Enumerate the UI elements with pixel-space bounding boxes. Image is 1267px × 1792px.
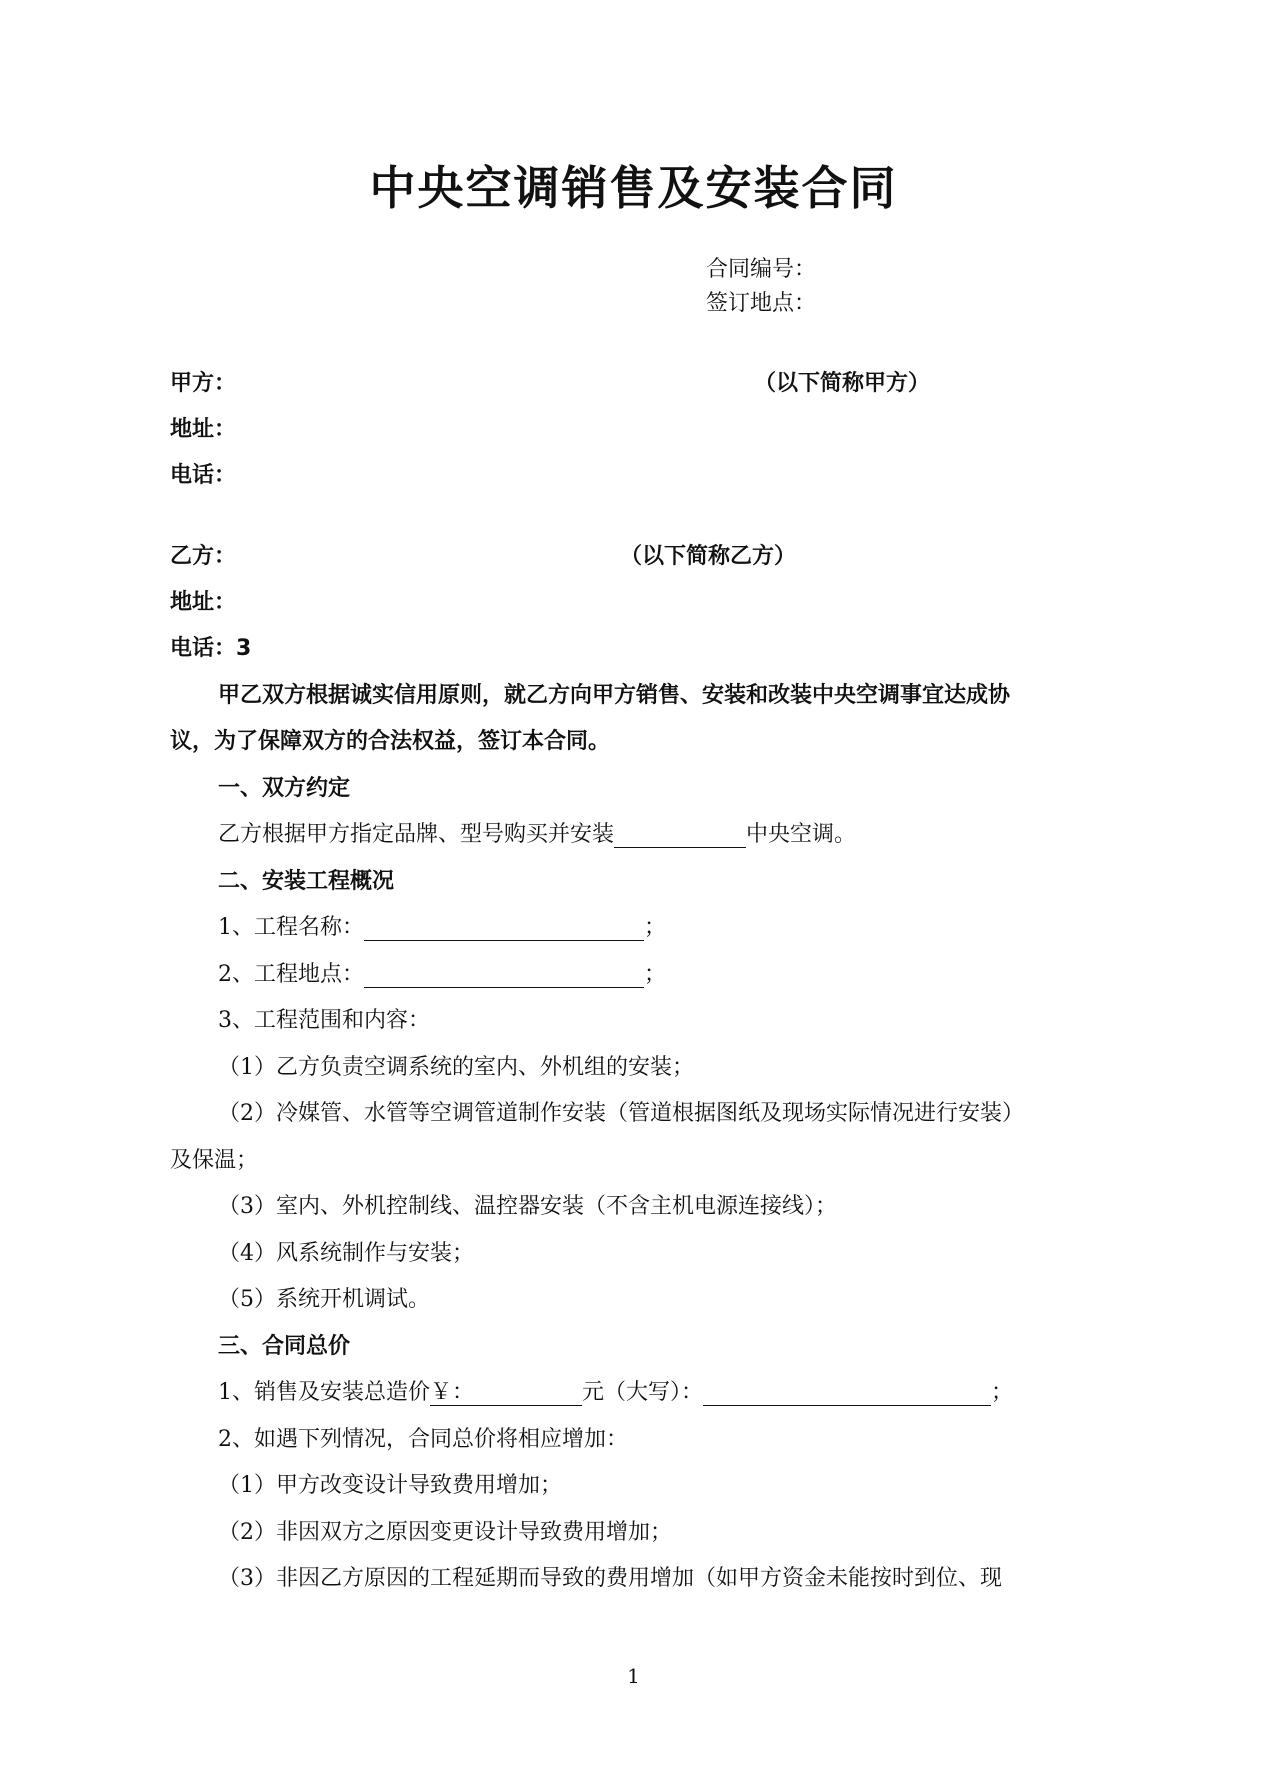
project-location-blank bbox=[364, 963, 644, 988]
currency-symbol: ￥： bbox=[430, 1380, 475, 1405]
signing-place-label: 签订地点： bbox=[706, 291, 817, 316]
contract-number-label: 合同编号： bbox=[706, 257, 817, 282]
section-1-heading: 一、双方约定 bbox=[218, 776, 351, 801]
party-a-phone-label: 电话： bbox=[170, 463, 237, 488]
scope-item-2-line-2: 及保温； bbox=[170, 1148, 259, 1173]
party-b-address-label: 地址： bbox=[170, 590, 237, 615]
section-1-text-before: 乙方根据甲方指定品牌、型号购买并安装 bbox=[218, 822, 615, 847]
price-in-words-label: 元（大写）： bbox=[582, 1380, 704, 1405]
section-1-text bbox=[218, 817, 856, 848]
party-a-label: 甲方： bbox=[170, 371, 237, 396]
section-1-text-after: 中央空调。 bbox=[746, 822, 857, 847]
project-location-end: ； bbox=[644, 962, 667, 987]
party-a-alias: （以下简称甲方） bbox=[754, 371, 931, 396]
price-number-blank bbox=[474, 1381, 582, 1406]
brand-blank bbox=[614, 823, 746, 848]
party-a-address-label: 地址： bbox=[170, 417, 237, 442]
party-b-label: 乙方： bbox=[170, 544, 237, 569]
scope-item-5: （5）系统开机调试。 bbox=[218, 1287, 430, 1312]
project-name-blank bbox=[364, 916, 644, 941]
total-price-label: 1、销售及安装总造价 bbox=[218, 1380, 430, 1405]
price-words-blank bbox=[703, 1381, 991, 1406]
page-number: 1 bbox=[627, 1664, 640, 1688]
intro-line-2: 议，为了保障双方的合法权益，签订本合同。 bbox=[170, 729, 611, 754]
project-scope-label: 3、工程范围和内容： bbox=[218, 1008, 430, 1033]
scope-item-3: （3）室内、外机控制线、温控器安装（不含主机电源连接线）； bbox=[218, 1194, 837, 1219]
intro-line-1: 甲乙双方根据诚实信用原则，就乙方向甲方销售、安装和改装中央空调事宜达成协 bbox=[218, 683, 1011, 708]
section-3-heading: 三、合同总价 bbox=[218, 1334, 351, 1359]
party-b-alias: （以下简称乙方） bbox=[620, 544, 797, 569]
project-name-line bbox=[218, 910, 666, 941]
project-name-end: ； bbox=[644, 915, 667, 940]
document-title: 中央空调销售及安装合同 bbox=[369, 161, 898, 215]
scope-item-4: （4）风系统制作与安装； bbox=[218, 1241, 474, 1266]
total-price-line bbox=[218, 1375, 1013, 1406]
price-case-3: （3）非因乙方原因的工程延期而导致的费用增加（如甲方资金未能按时到位、现 bbox=[218, 1566, 1002, 1591]
price-case-1: （1）甲方改变设计导致费用增加； bbox=[218, 1473, 562, 1498]
price-case-2: （2）非因双方之原因变更设计导致费用增加； bbox=[218, 1520, 672, 1545]
total-price-end: ； bbox=[991, 1380, 1014, 1405]
project-location-line bbox=[218, 957, 666, 988]
scope-item-2-line-1: （2）冷媒管、水管等空调管道制作安装（管道根据图纸及现场实际情况进行安装） bbox=[218, 1101, 1024, 1126]
section-2-heading: 二、安装工程概况 bbox=[218, 869, 395, 894]
project-location-label: 2、工程地点： bbox=[218, 962, 364, 987]
scope-item-1: （1）乙方负责空调系统的室内、外机组的安装； bbox=[218, 1055, 694, 1080]
project-name-label: 1、工程名称： bbox=[218, 915, 364, 940]
price-increase-intro: 2、如遇下列情况，合同总价将相应增加： bbox=[218, 1427, 628, 1452]
party-b-phone-label: 电话：3 bbox=[170, 636, 252, 661]
